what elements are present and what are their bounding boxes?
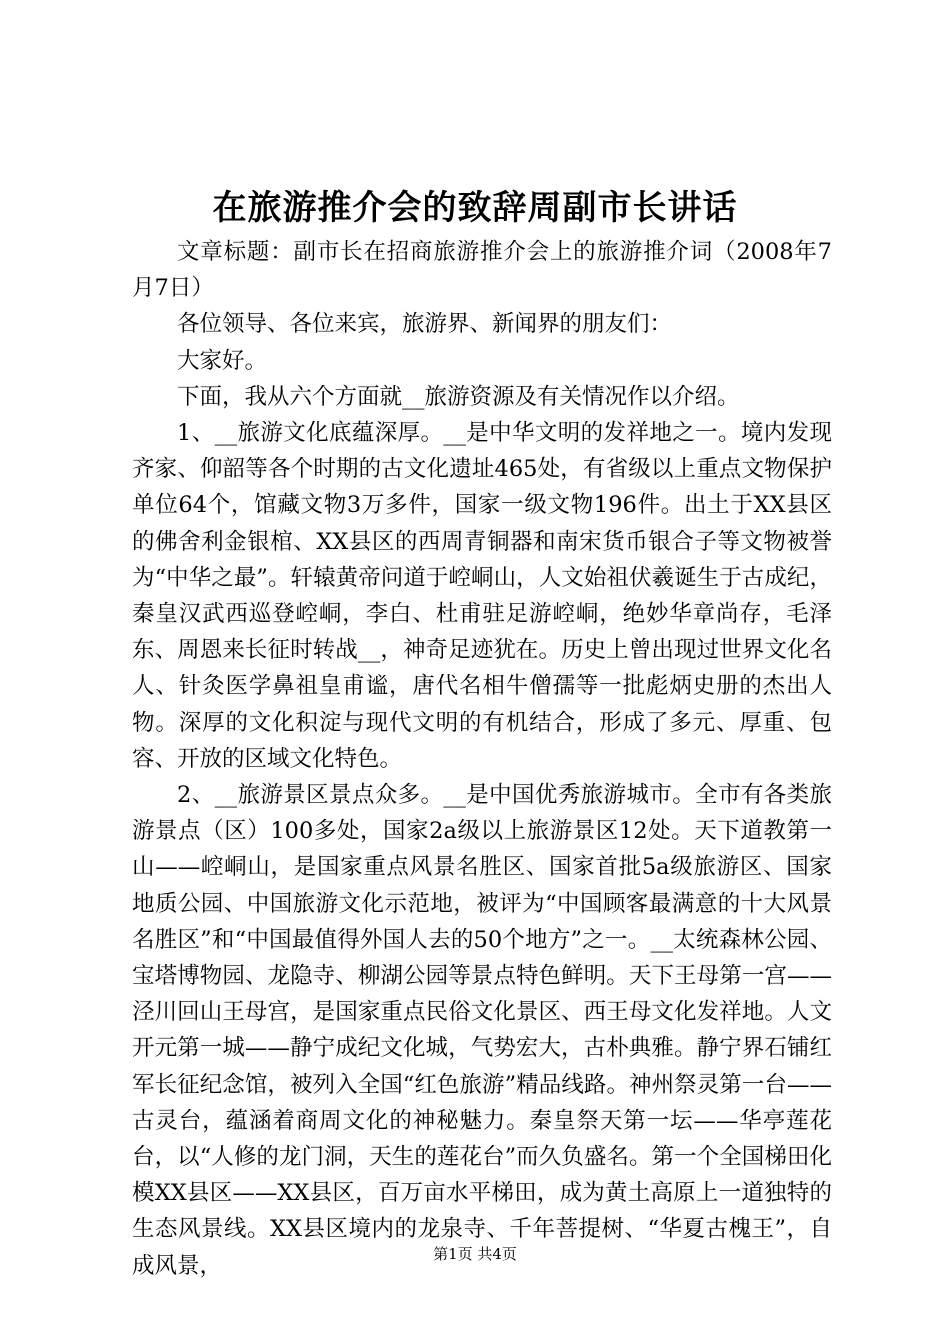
paragraph-article-title: 文章标题：副市长在招商旅游推介会上的旅游推介词（2008年7月7日） (132, 239, 832, 302)
paragraph-section-1: 1、__旅游文化底蕴深厚。__是中华文明的发祥地之一。境内发现齐家、仰韶等各个时期的古文化遗址465处，有省级以上重点文物保护单位64个，馆藏文物3万多件，国家一级文物196件。出土于XX县区的佛舍利金银棺、XX县区的西周青铜器和南宋货币银合子等文物被誉为“中华之最”。轩辕黄帝问道于崆峒山，人文始祖伏羲诞生于古成纪，秦皇汉武西巡登崆峒，李白、杜甫驻足游崆峒，绝妙华章尚存，毛泽东、周恩来长征时转战__，神奇足迹犹在。历史上曾出现过世界文化名人、针灸医学鼻祖皇甫谧，唐代名相牛僧孺等一批彪炳史册的杰出人物。深厚的文化积淀与现代文明的有机结合，形成了多元、厚重、包容、开放的区域文化特色。 (132, 420, 832, 772)
document-title: 在旅游推介会的致辞周副市长讲话 (212, 188, 738, 228)
paragraph-hello: 大家好。 (177, 347, 268, 374)
paragraph-greeting-audience: 各位领导、各位来宾，旅游界、新闻界的朋友们： (177, 311, 673, 338)
paragraph-section-2: 2、__旅游景区景点众多。__是中国优秀旅游城市。全市有各类旅游景点（区）100多处，国家2a级以上旅游景区12处。天下道教第一山——崆峒山，是国家重点风景名胜区、国家首批5a级旅游区、国家地质公园、中国旅游文化示范地，被评为“中国顾客最满意的十大风景名胜区”和“中国最值得外国人去的50个地方”之一。__太统森林公园、宝塔博物园、龙隐寺、柳湖公园等景点特色鲜明。天下王母第一宫——泾川回山王母宫，是国家重点民俗文化景区、西王母文化发祥地。人文开元第一城——静宁成纪文化城，气势宏大，古朴典雅。静宁界石铺红军长征纪念馆，被列入全国“红色旅游”精品线路。神州祭灵第一台——古灵台，蕴涵着商周文化的神秘魅力。秦皇祭天第一坛——华亭莲花台，以“人修的龙门洞，天生的莲花台”而久负盛名。第一个全国梯田化模XX县区——XX县区，百万亩水平梯田，成为黄土高原上一道独特的生态风景线。XX县区境内的龙泉寺、千年菩提树、“华夏古槐王”，自成风景， (132, 782, 832, 1279)
page-number-footer: 第1页 共4页 (433, 1245, 517, 1263)
paragraph-introduction: 下面，我从六个方面就__旅游资源及有关情况作以介绍。 (177, 383, 740, 410)
document-body (132, 234, 832, 1284)
